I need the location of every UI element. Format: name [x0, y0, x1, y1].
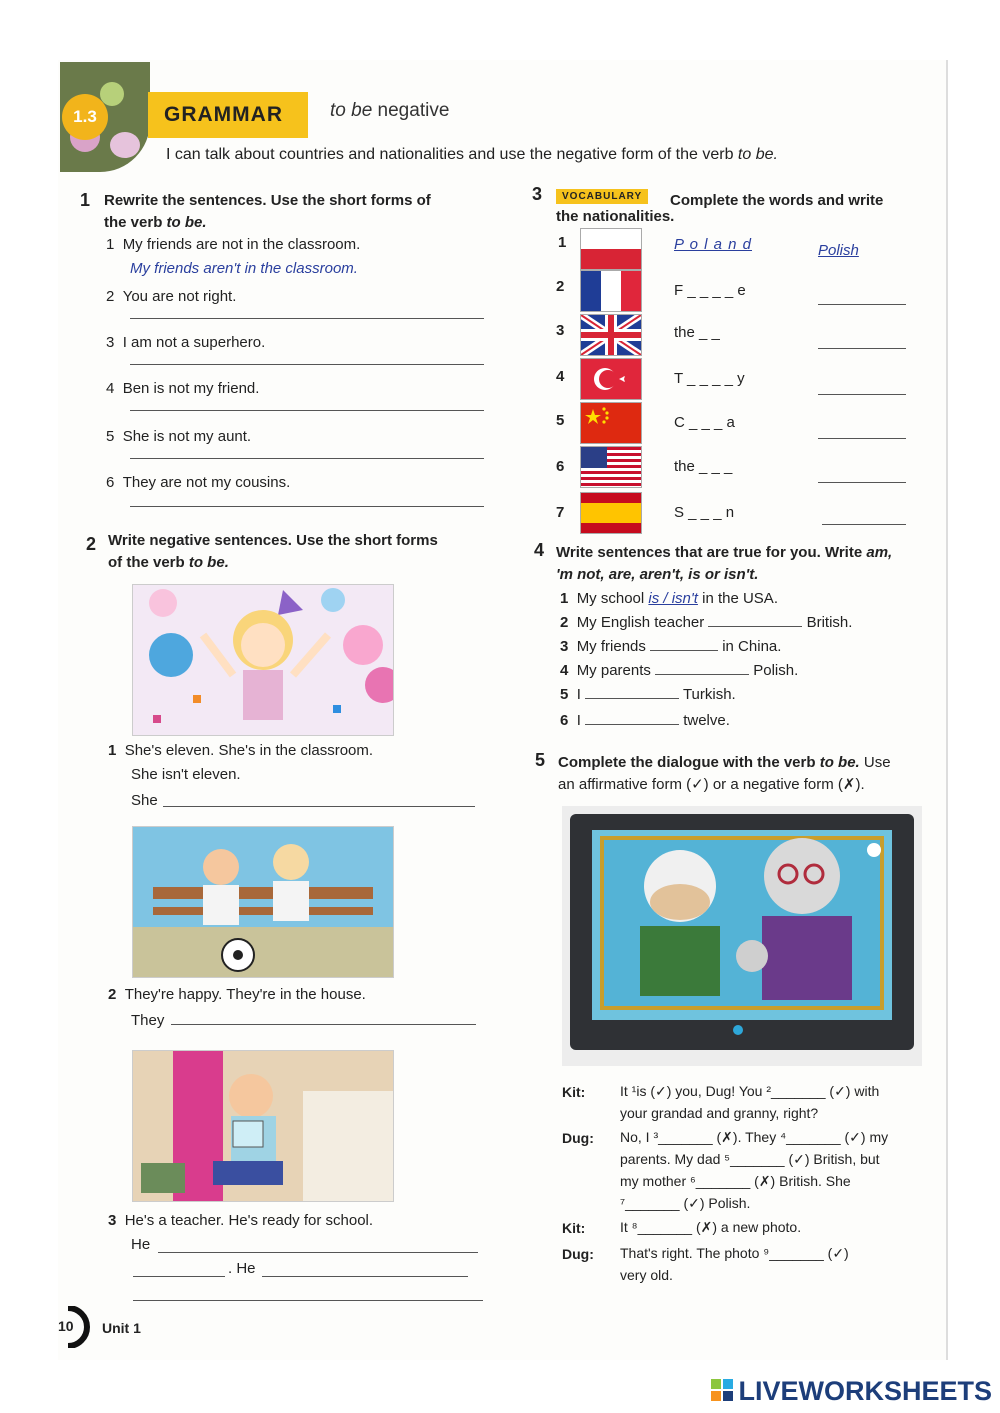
ex2-answer-line-3c[interactable] — [262, 1276, 468, 1277]
boys-bench-picture — [132, 826, 394, 978]
ex1-item-5: 5 She is not my aunt. — [106, 428, 252, 445]
ex3-nat-line-3[interactable] — [818, 348, 906, 349]
ex3-nat-line-6[interactable] — [818, 482, 906, 483]
exercise-1-instructions: Rewrite the sentences. Use the short forms of the verb to be. — [104, 192, 431, 231]
ex1-answer-line-3[interactable] — [130, 364, 484, 365]
ex3-nat-line-5[interactable] — [818, 438, 906, 439]
ex4-item-5: 5 I Turkish. — [560, 686, 736, 703]
vocabulary-badge: VOCABULARY — [556, 186, 648, 204]
exercise-3-instructions-cont: the nationalities. — [556, 208, 675, 225]
exercise-3-number: 3 — [532, 184, 543, 204]
ex2-second-start: . He — [228, 1260, 256, 1277]
ex3-row-4-num: 4 — [556, 368, 565, 385]
ex2-example: She isn't eleven. — [131, 766, 241, 783]
exercise-2-number: 2 — [86, 534, 97, 554]
tv-photo-illustration — [562, 806, 922, 1066]
ex2-start-3: He — [131, 1236, 151, 1253]
speaker-kit-1: Kit: — [562, 1084, 586, 1100]
ex2-start-1: She — [131, 792, 158, 809]
ex3-word-1: P o l a n d — [674, 236, 752, 253]
ex1-item-1: 1 My friends are not in the classroom. — [106, 236, 361, 253]
ex3-word-3: the _ _ — [674, 324, 720, 341]
ex3-row-2-num: 2 — [556, 278, 565, 295]
exercise-5-number: 5 — [535, 750, 546, 770]
tv-photo-picture — [562, 806, 922, 1066]
ex2-answer-line-3b[interactable] — [133, 1276, 225, 1277]
liveworksheets-logo-icon — [711, 1379, 735, 1403]
poland-flag-icon — [580, 228, 642, 270]
turkey-flag-icon — [580, 358, 642, 400]
ex1-item-3: 3 I am not a superhero. — [106, 334, 266, 351]
exercise-4-instructions: Write sentences that are true for you. Write am, 'm not, are, aren't, is or isn't. — [556, 544, 893, 583]
ex4-blank-6[interactable] — [585, 724, 679, 725]
ex4-blank-5[interactable] — [585, 698, 679, 699]
ex4-blank-2[interactable] — [708, 626, 802, 627]
section-title: GRAMMAR — [148, 92, 308, 138]
ex2-answer-line-2[interactable] — [171, 1024, 476, 1025]
ex2-answer-line-3a[interactable] — [158, 1252, 478, 1253]
boy-tablet-illustration — [133, 1051, 393, 1201]
ex3-row-7-num: 7 — [556, 504, 565, 521]
ex4-item-6: 6 I twelve. — [560, 712, 730, 729]
ex3-row-5-num: 5 — [556, 412, 565, 429]
ex2-item-1: 1 She's eleven. She's in the classroom. — [108, 742, 374, 759]
ex4-item-3: 3 My friends in China. — [560, 638, 782, 655]
ex4-item-2: 2 My English teacher British. — [560, 614, 853, 631]
speaker-kit-2: Kit: — [562, 1220, 586, 1236]
speaker-dug-1: Dug: — [562, 1130, 594, 1146]
boy-tablet-picture — [132, 1050, 394, 1202]
ex4-item-4: 4 My parents Polish. — [560, 662, 799, 679]
ex1-item-4: 4 Ben is not my friend. — [106, 380, 260, 397]
lesson-badge: 1.3 — [62, 94, 108, 140]
flower-decoration — [110, 132, 140, 158]
party-girl-illustration — [133, 585, 393, 735]
section-topic: to be negative — [330, 100, 450, 121]
page-number: 10 — [54, 1306, 90, 1348]
ex3-row-6-num: 6 — [556, 458, 565, 475]
liveworksheets-logo: LIVEWORKSHEETS — [711, 1376, 992, 1407]
ex4-blank-3[interactable] — [650, 650, 718, 651]
exercise-5-instructions: Complete the dialogue with the verb to be. Use an affirmative form (✓) or a negative form (✗). — [558, 754, 891, 793]
usa-flag-icon — [580, 446, 642, 488]
ex1-answer-line-2[interactable] — [130, 318, 484, 319]
ex2-answer-line-1[interactable] — [163, 806, 475, 807]
dialogue-line-dug-2: That's right. The photo ⁹_______ (✓) very old. — [620, 1245, 849, 1283]
china-flag-icon — [580, 402, 642, 444]
ex3-nat-1: Polish — [818, 242, 859, 259]
exercise-3-instructions: Complete the words and write — [670, 192, 884, 209]
exercise-4-number: 4 — [534, 540, 545, 560]
spain-flag-icon — [580, 492, 642, 534]
uk-flag-icon — [580, 314, 642, 356]
ex2-answer-line-3d[interactable] — [133, 1300, 483, 1301]
leaf-decoration — [100, 82, 124, 106]
ex3-row-1-num: 1 — [558, 234, 567, 251]
ex3-word-7: S _ _ _ n — [674, 504, 735, 521]
dialogue-line-kit-1: It ¹is (✓) you, Dug! You ²_______ (✓) with your grandad and granny, right? — [620, 1083, 880, 1121]
ex3-row-3-num: 3 — [556, 322, 565, 339]
speaker-dug-2: Dug: — [562, 1246, 594, 1262]
ex3-word-4: T _ _ _ _ y — [674, 370, 745, 387]
lesson-goal: I can talk about countries and nationalities and use the negative form of the verb to be. — [166, 146, 778, 163]
ex2-start-2: They — [131, 1012, 165, 1029]
ex1-example-answer: My friends aren't in the classroom. — [130, 260, 358, 277]
ex3-nat-line-7[interactable] — [822, 524, 906, 525]
ex4-blank-4[interactable] — [655, 674, 749, 675]
ex3-word-6: the _ _ _ — [674, 458, 733, 475]
unit-label: Unit 1 — [102, 1320, 141, 1336]
ex1-item-6: 6 They are not my cousins. — [106, 474, 291, 491]
dialogue-line-dug-1: No, I ³_______ (✗). They ⁴_______ (✓) my parents. My dad ⁵_______ (✓) British, but my mother ⁶_______ (✗) British. She ⁷_______ (✓) Polish. — [620, 1129, 889, 1211]
exercise-1-number: 1 — [80, 190, 91, 210]
exercise-2-instructions: Write negative sentences. Use the short forms of the verb to be. — [108, 532, 438, 571]
ex1-answer-line-6[interactable] — [130, 506, 484, 507]
ex1-item-2: 2 You are not right. — [106, 288, 237, 305]
france-flag-icon — [580, 270, 642, 312]
dialogue-line-kit-2: It ⁸_______ (✗) a new photo. — [620, 1219, 802, 1235]
ex3-word-2: F _ _ _ _ e — [674, 282, 746, 299]
ex2-item-2: 2 They're happy. They're in the house. — [108, 986, 366, 1003]
party-girl-picture — [132, 584, 394, 736]
ex4-item-1: 1 My school is / isn't in the USA. — [560, 590, 778, 607]
ex3-nat-line-2[interactable] — [818, 304, 906, 305]
boys-bench-illustration — [133, 827, 393, 977]
ex3-nat-line-4[interactable] — [818, 394, 906, 395]
ex2-item-3: 3 He's a teacher. He's ready for school. — [108, 1212, 374, 1229]
ex3-word-5: C _ _ _ a — [674, 414, 735, 431]
ex1-answer-line-4[interactable] — [130, 410, 484, 411]
ex1-answer-line-5[interactable] — [130, 458, 484, 459]
